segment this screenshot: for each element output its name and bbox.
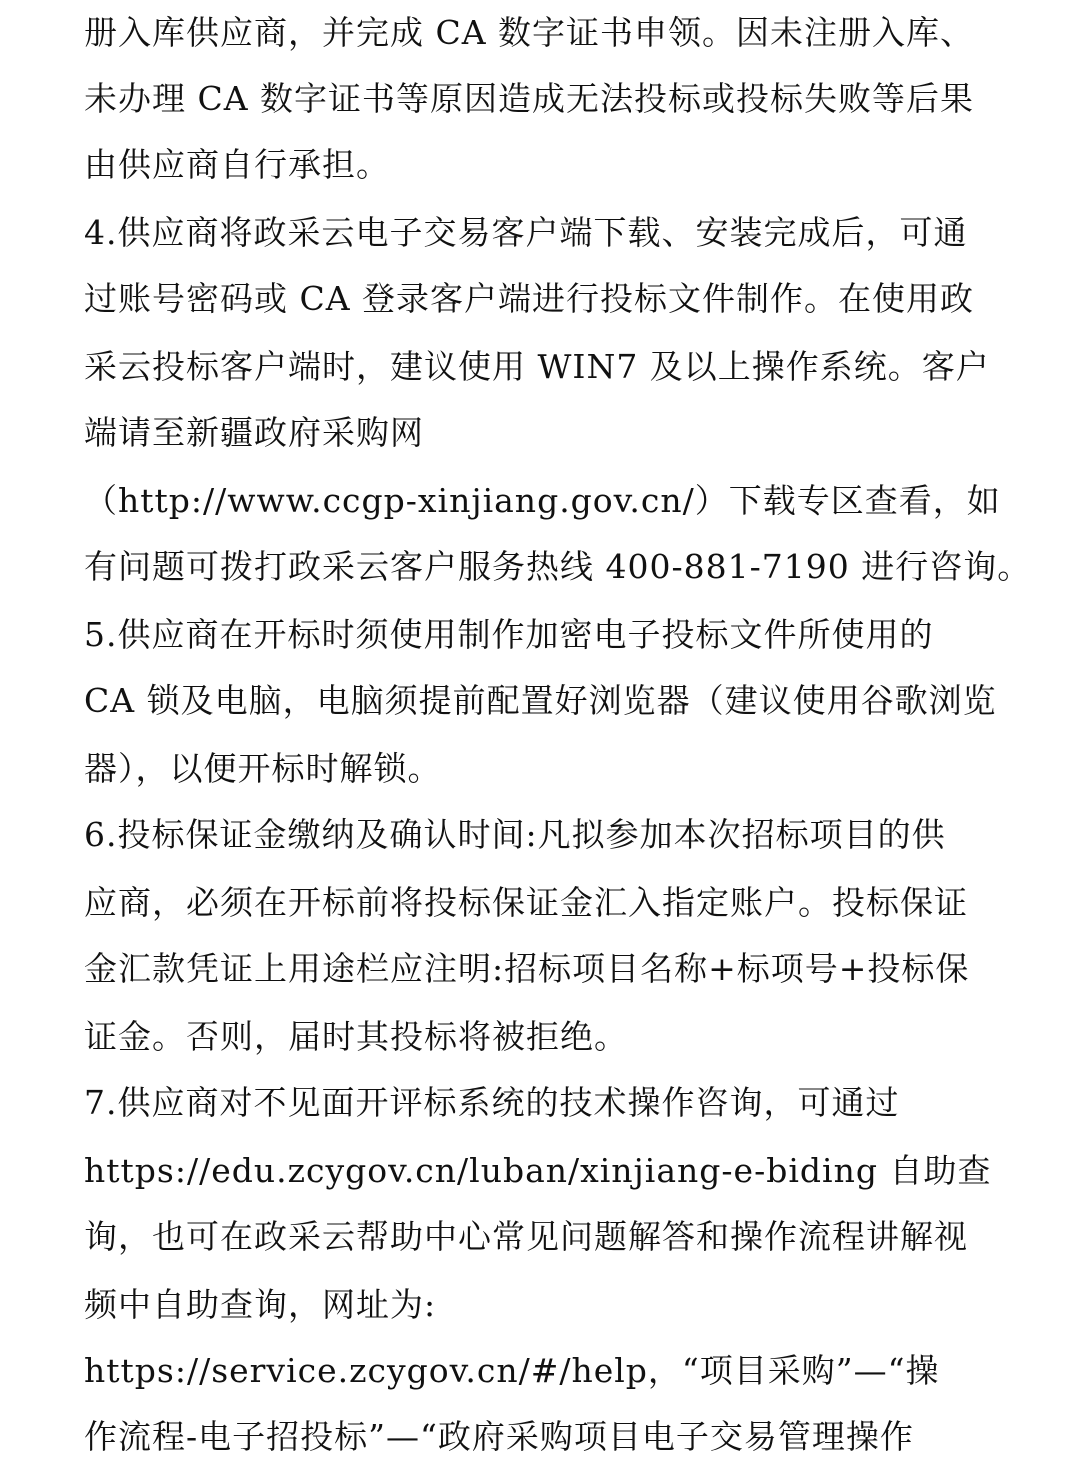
text-line: 证金。否则，届时其投标将被拒绝。 (84, 1017, 628, 1056)
text-line: 应商，必须在开标前将投标保证金汇入指定账户。投标保证 (84, 883, 968, 922)
text-line: 7.供应商对不见面开评标系统的技术操作咨询，可通过 (84, 1083, 900, 1122)
text-line: 金汇款凭证上用途栏应注明:招标项目名称+标项号+投标保 (84, 949, 970, 988)
text-line: 6.投标保证金缴纳及确认时间:凡拟参加本次招标项目的供 (84, 815, 946, 854)
text-line: 作流程-电子招投标”—“政府采购项目电子交易管理操作 (84, 1417, 914, 1456)
text-line: 端请至新疆政府采购网 (84, 413, 424, 452)
text-line: 频中自助查询，网址为: (84, 1285, 437, 1324)
url-line: （http://www.ccgp-xinjiang.gov.cn/）下载专区查看，如 (84, 481, 1001, 520)
text-line: CA 锁及电脑，电脑须提前配置好浏览器（建议使用谷歌浏览 (84, 681, 997, 720)
text-line: 有问题可拨打政采云客户服务热线 400-881-7190 进行咨询。 (84, 547, 1032, 586)
text-line: 册入库供应商，并完成 CA 数字证书申领。因未注册入库、 (84, 13, 975, 52)
text-line: 采云投标客户端时，建议使用 WIN7 及以上操作系统。客户 (84, 347, 990, 386)
text-line: 4.供应商将政采云电子交易客户端下载、安装完成后，可通 (84, 213, 968, 252)
text-line: 器），以便开标时解锁。 (84, 749, 442, 788)
url-line: https://edu.zcygov.cn/luban/xinjiang-e-biding 自助查 (84, 1151, 992, 1190)
url-line: https://service.zcygov.cn/#/help，“项目采购”—“操 (84, 1351, 940, 1390)
text-line: 由供应商自行承担。 (84, 145, 390, 184)
text-line: 询，也可在政采云帮助中心常见问题解答和操作流程讲解视 (84, 1217, 968, 1256)
text-line: 过账号密码或 CA 登录客户端进行投标文件制作。在使用政 (84, 279, 975, 318)
text-line: 未办理 CA 数字证书等原因造成无法投标或投标失败等后果 (84, 79, 975, 118)
text-line: 5.供应商在开标时须使用制作加密电子投标文件所使用的 (84, 615, 934, 654)
